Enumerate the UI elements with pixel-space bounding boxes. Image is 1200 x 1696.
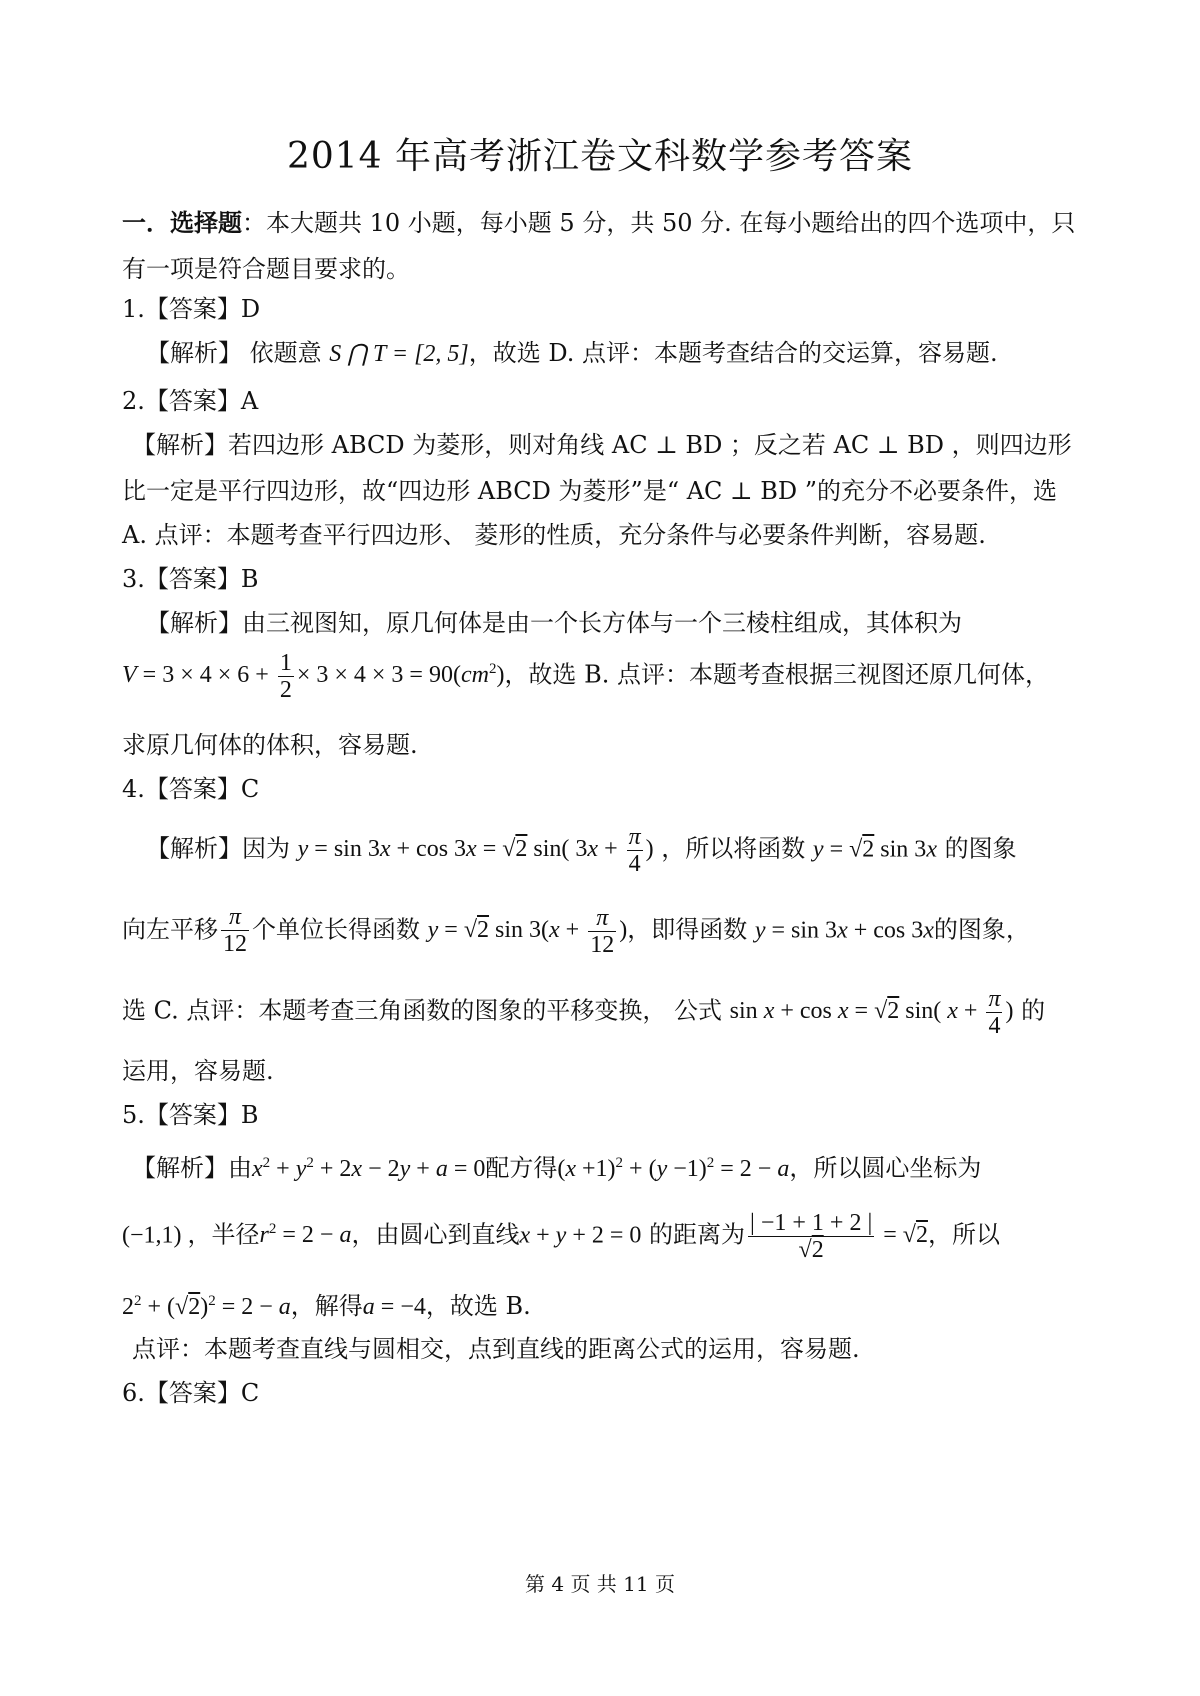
explanation-3-line-1: 【解析】由三视图知，原几何体是由一个长方体与一个三棱柱组成，其体积为 <box>146 609 962 637</box>
page-title: 2014 年高考浙江卷文科数学参考答案 <box>286 136 914 177</box>
section-intro-text: ：本大题共 10 小题，每小题 5 分，共 50 分. 在每小题给出的四个选项中，只 <box>242 209 1076 237</box>
explanation-4-line-3: 选 C. 点评：本题考查三角函数的图象的平移变换， 公式 sin x + cos x = √2 sin( x + $\frac{\pi}{4}$ ) 的 <box>122 986 1046 1040</box>
formula-translated: y = √2 sin 3(x + $\frac{\pi}{12}$ ) <box>427 904 628 959</box>
explanation-3-line-3: 求原几何体的体积，容易题. <box>122 731 418 759</box>
section-intro-line-2: 有一项是符合题目要求的。 <box>122 255 410 283</box>
circle-equation: $x^2 + y^2 + 2x - 2y + a = 0$ <box>252 1155 486 1182</box>
formula-result: y = sin 3x + cos 3x <box>754 917 934 944</box>
explanation-5-line-1: 【解析】由$x^2 + y^2 + 2x - 2y + a = 0$配方得$(x +1)^2 + (y -1)^2 = 2 - a$，所以圆心坐标为 <box>132 1154 982 1182</box>
distance-formula: $\frac{| -1 + 1 + 2 |}{√2}$ = √2 <box>750 1210 928 1264</box>
explanation-3-line-2: V = 3 × 4 × 6 + $\frac{1}{2}$ × $3 \times 4 \times 3 = 90(cm^2)$，故选 B. 点评：本题考查根据三视图还原几何体， <box>122 650 1049 704</box>
explanation-2-line-2: 比一定是平行四边形，故“四边形 ABCD 为菱形”是“ AC ⊥ BD ”的充分不必要条件，选 <box>122 477 1058 505</box>
line-equation: x + y + 2 = 0 <box>519 1222 642 1249</box>
page-footer: 第 4 页 共 11 页 <box>525 1572 675 1596</box>
formula-shifted: y = √2 sin 3x <box>812 836 937 863</box>
section-heading: 一．选择题 <box>122 208 242 237</box>
section-intro-line-1 <box>122 206 1075 240</box>
explanation-4-line-1: 【解析】因为 y = sin 3x + cos 3x = √2 sin( 3x + $\frac{\pi}{4}$ ) ，所以将函数 y = √2 sin 3x 的图象 <box>146 824 1017 878</box>
answer-label-3: 3.【答案】B <box>122 565 259 593</box>
completed-square: $(x +1)^2 + (y -1)^2 = 2 - a$ <box>557 1155 790 1182</box>
answer-label-2: 2.【答案】A <box>122 387 259 415</box>
explanation-2-line-3: A. 点评：本题考查平行四边形、 菱形的性质，充分条件与必要条件判断，容易题. <box>122 521 986 549</box>
formula-sum-to-sine: y = sin 3x + cos 3x = √2 sin( 3x + $\frac{\pi}{4}$ ) <box>297 824 654 878</box>
formula-identity: sin x + cos x = √2 sin( x + $\frac{\pi}{4}$ ) <box>729 986 1014 1040</box>
explanation-1-math: S ⋂ T = [2, 5] <box>329 341 469 367</box>
solve-equation: $2^2 + (√2)^2 = 2 - a$ <box>122 1293 291 1320</box>
answer-label-1: 1.【答案】D <box>122 295 261 323</box>
answer-label-4: 4.【答案】C <box>122 775 260 803</box>
volume-formula: V = 3 × 4 × 6 + $\frac{1}{2}$ × $3 \times 4 \times 3 = 90(cm^2)$ <box>122 650 505 704</box>
explanation-5-line-3: $2^2 + (√2)^2 = 2 - a$，解得a = −4，故选 B. <box>122 1292 531 1320</box>
explanation-4-line-2: 向左平移 $\frac{\pi}{12}$ 个单位长得函数 y = √2 sin 3(x + $\frac{\pi}{12}$ )，即得函数 y = sin 3x + cos 3x的图象， <box>122 904 1030 959</box>
explanation-4-line-4: 运用，容易题. <box>122 1057 274 1085</box>
explanation-2-line-1: 【解析】若四边形 ABCD 为菱形，则对角线 AC ⊥ BD ；反之若 AC ⊥ BD ，则四边形 <box>132 431 1072 459</box>
a-value: a = −4 <box>362 1294 426 1320</box>
explanation-5-line-4: 点评：本题考查直线与圆相交，点到直线的距离公式的运用，容易题. <box>132 1335 860 1363</box>
answer-label-5: 5.【答案】B <box>122 1101 259 1129</box>
radius-formula: $r^2 = 2 - a$ <box>259 1221 352 1249</box>
explanation-1: 【解析】 依题意 S ⋂ T = [2, 5]，故选 D. 点评：本题考查结合的交运算，容易题. <box>146 339 998 367</box>
answer-label-6: 6.【答案】C <box>122 1379 260 1407</box>
explanation-5-line-2: (−1,1) ，半径$r^2 = 2 - a$，由圆心到直线x + y + 2 = 0 的距离为 $\frac{| -1 + 1 + 2 |}{√2}$ = √2，所以 <box>122 1210 1000 1264</box>
